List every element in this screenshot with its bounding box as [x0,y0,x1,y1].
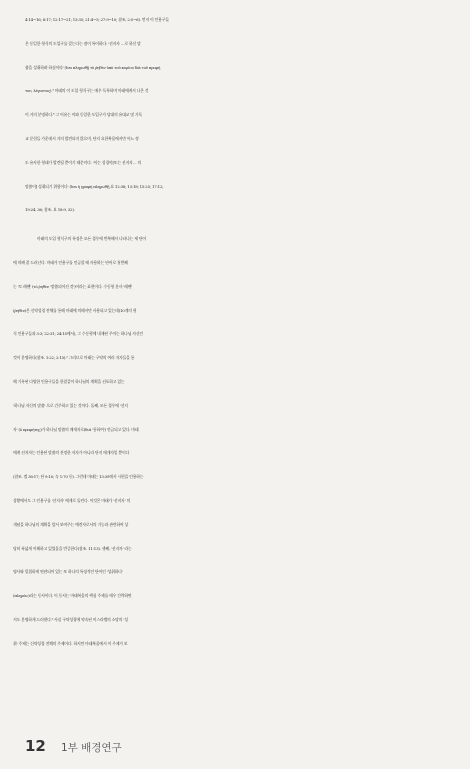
text-line: 씀을 성취하려 하심이라' (ἵνα πληρωθῇ τὸ ῥηθὲν ὑπὸ τοῦ κυρίου διὰ τοῦ προφή [25,64,161,70]
text-line: (πληρόω)라는 동사이다. 이 동사는 마태복음의 핵심 주제를 매우 간략하면 [13,593,132,599]
text-line: 상황에서도 그 인용구를 '선지자' 에게로 돌린다. 이것은 마태가 '선지자' 의 [13,497,131,503]
text-line: (참조. 겔 38:17; 단 9:10; 눅 1:70 등). 그런데 마태는 13:35에서 시편을 인용하는 [13,474,144,480]
text-line: 자' (ὁ προφήτης)가 하나님 말씀의 매개자로(διά '통하여') 언급되고 있다. 마태 [13,426,139,432]
text-line: 4:14~16; 8:17; 12:17~21; 13:35; 21:4~5; 27:9~10; 참조, 2:5~6). 먼저 이 인용구들 [25,17,169,22]
text-line: 19:24, 36; 참조. 요 18:9, 32). [25,207,75,213]
section-label: 1부 배경연구 [60,742,122,754]
text-line: 개념을 하나님의 계획을 앞서 보여주는 예견자로서의 기능과 관련하여 상 [13,521,129,527]
text-line: 도 유사한 형태가 발견될 뿐이기 때문이다. '이는 성경이[또는 선지자… 의 [25,159,141,165]
text-line: 해 기록된 다양한 인용구들을 한결같이 하나님의 계획을 선포하고 있는 [13,378,125,384]
text-line: 교 문헌들 가운데서 거의 발견되지 않으며, 단지 요한복음에서만 어느 정 [25,135,139,141]
paragraph-1 [25,8,453,222]
text-line: '하나님 자신의 말씀' 으로 간주하고 있는 것이다. 둘째, 모든 경우에 '선지 [13,402,128,408]
text-line: 은 동일한 형식의 도입구를 갖는다는 점이 특이하다: '선지자 …로 하신 말 [25,40,141,46]
page-footer [25,736,122,755]
text-line: 말씀이] 성취되기 위함이다' (ἵνα ἡ γραφὴ πληρωθῇ 요 12:38; 13:18; 15:25; 17:12; [25,183,164,189]
text-line: 이 거의 분명하다.⁴ 그 이유는 이와 동일한 도입구가 당대의 유대교 및 기독 [25,112,142,118]
text-line: 서도 분명하게 드러낸다.⁶ 사실 구약성경에 약속된 이스라엘의 소망의 '성 [13,616,128,622]
text-line: 식 인용구들과 3:3; 22:31; 24:15에서), 그 수동형에 내재된 주어는 하나님 자신인 [13,331,143,337]
page-body [13,8,453,656]
paragraph-2 [13,227,453,655]
text-line: 에게 선지자는 인용된 말씀의 진정한 저자가 아니라 단지 매개자일 뿐이다 [13,450,130,456]
text-line: 당히 폭넓게 이해하고 있었음을 반증한다(참조. 11:13). 셋째, '선지자' 라는 [13,545,132,551]
text-line: 취' 주제는 신약성경 전체의 주제이다. 하지만 마태복음에서 이 주제가 보 [13,640,128,646]
text-line: 것이 분명하다(참조. 1:22; 2:15).⁵ 그러므로 마태는 구약의 여러 저자들을 통 [13,355,135,361]
text-line: 마태의 도입 형식구의 특징은 모든 경우에 반복해서 나타나는 세 단어 [37,236,146,242]
text-line: 에 의해 잘 드러난다. 마태가 인용구를 언급할 때 사용하는 단어로 첫번째 [13,259,128,265]
text-line: 는 '토 레쎈' (τὸ ῥηθὲν '말씀되어진 것')이라는 표현이다. 수동형 분사 '레쎈' [13,283,133,289]
text-line: 명사와 밀접하게 연관되어 있는 또 하나의 특징적인 단어인 '성취하다' [13,569,123,575]
text-line: του, λέγοντος).³ 마태의 이 도입 형식구는 매우 독특하며 마태에게서 나온 것 [25,88,149,94]
page-number: 12 [25,737,46,755]
text-line: (ῥηθὲν)은 신약성경 전체를 통해 마태에 의해서만 사용되고 있는데(10개의 형 [13,307,137,313]
